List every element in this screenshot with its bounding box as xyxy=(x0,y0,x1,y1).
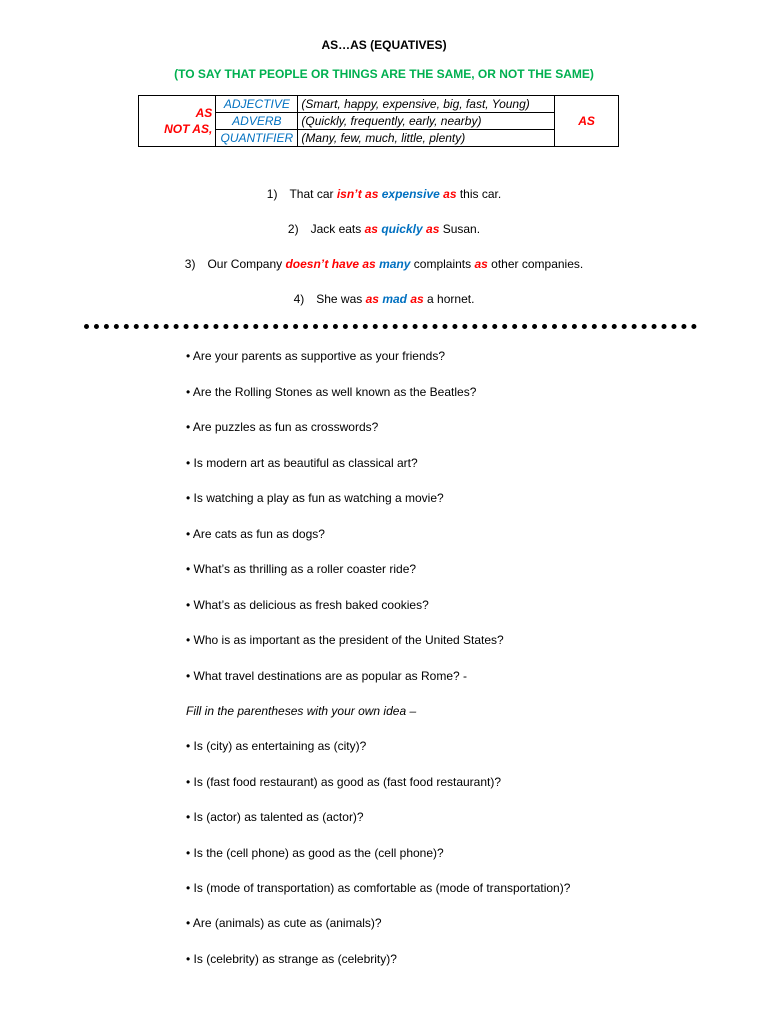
example-sentence-4: 4) She was as mad as a hornet. xyxy=(293,292,475,306)
example-number: 3) xyxy=(184,257,196,271)
type-quantifier: QUANTIFIER xyxy=(216,130,298,147)
not-as-label: NOT AS, xyxy=(164,122,213,136)
as-word: as xyxy=(365,292,379,306)
question-item: • Are puzzles as fun as crosswords? xyxy=(186,420,379,434)
as-right-cell: AS xyxy=(555,96,619,147)
equatives-table xyxy=(138,95,619,147)
as-word: as xyxy=(443,187,457,201)
question-item: • What’s as delicious as fresh baked cookies? xyxy=(186,598,429,612)
fill-question-item: • Is (fast food restaurant) as good as (fast food restaurant)? xyxy=(186,775,502,789)
question-item: • What’s as thrilling as a roller coaster ride? xyxy=(186,562,417,576)
example-number: 1) xyxy=(266,187,278,201)
fill-question-item: • Are (animals) as cute as (animals)? xyxy=(186,916,382,930)
example-sentence-2: 2) Jack eats as quickly as Susan. xyxy=(287,222,481,236)
equative-word: expensive xyxy=(381,187,440,201)
question-item: • Who is as important as the president of the United States? xyxy=(186,633,504,647)
as-word: as xyxy=(410,292,424,306)
example-number: 4) xyxy=(293,292,305,306)
page-title: AS…AS (EQUATIVES) xyxy=(321,38,447,52)
quantifier-examples: (Many, few, much, little, plenty) xyxy=(298,130,555,147)
question-item: • Are your parents as supportive as your friends? xyxy=(186,349,446,363)
type-adverb: ADVERB xyxy=(216,113,298,130)
type-adjective: ADJECTIVE xyxy=(216,96,298,113)
adjective-examples: (Smart, happy, expensive, big, fast, Young) xyxy=(298,96,555,113)
question-item: • Is watching a play as fun as watching a movie? xyxy=(186,491,444,505)
as-not-as-cell xyxy=(139,96,216,147)
as-word: as xyxy=(364,222,378,236)
equative-word: mad xyxy=(382,292,407,306)
fill-in-instruction: Fill in the parentheses with your own idea – xyxy=(186,704,417,718)
as-phrase: doesn’t have as xyxy=(285,257,376,271)
question-item: • Are the Rolling Stones as well known as the Beatles? xyxy=(186,385,477,399)
as-word: as xyxy=(426,222,440,236)
page-subtitle: (TO SAY THAT PEOPLE OR THINGS ARE THE SAME, OR NOT THE SAME) xyxy=(174,67,594,81)
equative-word: many xyxy=(379,257,411,271)
example-number: 2) xyxy=(287,222,299,236)
fill-question-item: • Is the (cell phone) as good as the (cell phone)? xyxy=(186,846,444,860)
fill-question-item: • Is (actor) as talented as (actor)? xyxy=(186,810,364,824)
question-item: • What travel destinations are as popular as Rome? - xyxy=(186,669,468,683)
equative-word: quickly xyxy=(381,222,423,236)
fill-question-item: • Is (city) as entertaining as (city)? xyxy=(186,739,367,753)
example-sentence-1: 1) That car isn’t as expensive as this car. xyxy=(266,187,502,201)
adverb-examples: (Quickly, frequently, early, nearby) xyxy=(298,113,555,130)
example-sentence-3: 3) Our Company doesn’t have as many complaints as other companies. xyxy=(184,257,584,271)
question-item: • Are cats as fun as dogs? xyxy=(186,527,325,541)
as-phrase: isn’t as xyxy=(336,187,379,201)
question-item: • Is modern art as beautiful as classical art? xyxy=(186,456,418,470)
table-row xyxy=(139,96,619,113)
as-word: as xyxy=(474,257,488,271)
dotted-divider xyxy=(84,324,697,329)
fill-question-item: • Is (celebrity) as strange as (celebrity)? xyxy=(186,952,397,966)
as-label: AS xyxy=(195,106,213,120)
fill-question-item: • Is (mode of transportation) as comfortable as (mode of transportation)? xyxy=(186,881,571,895)
